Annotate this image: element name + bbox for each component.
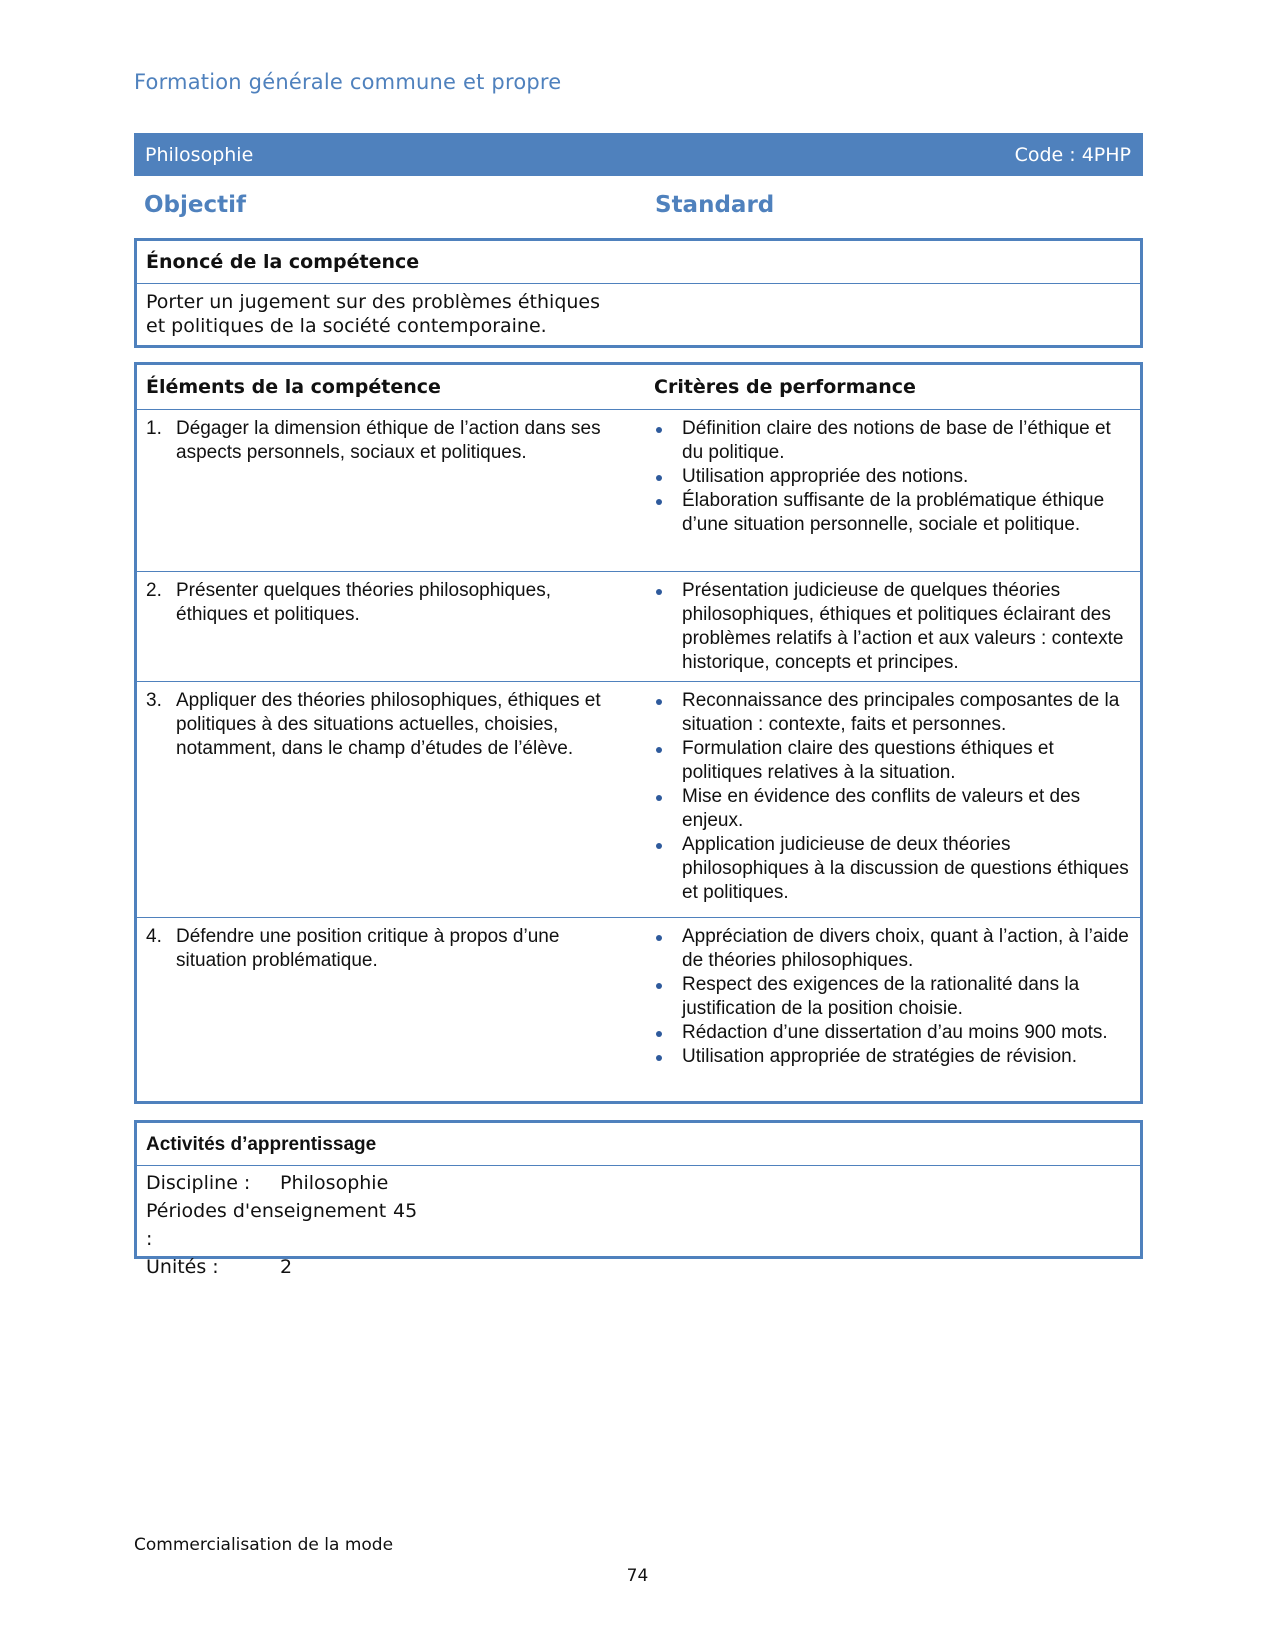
discipline-value: Philosophie xyxy=(280,1172,389,1194)
element-cell xyxy=(137,918,637,1101)
discipline-line xyxy=(146,1169,1131,1197)
criterion-item: Formulation claire des questions éthiques et politiques relatives à la situation. xyxy=(637,737,1132,785)
page-section-title: Formation générale commune et propre xyxy=(134,70,562,94)
bullet-icon xyxy=(637,737,682,785)
element-number: 4. xyxy=(146,926,162,947)
bullet-icon xyxy=(637,417,682,465)
unites-label: Unités : xyxy=(146,1256,219,1278)
criterion-item: Rédaction d’une dissertation d’au moins 900 mots. xyxy=(637,1021,1132,1045)
element-number: 3. xyxy=(146,690,162,711)
elements-table-header xyxy=(137,365,1140,410)
course-title-bar xyxy=(134,133,1143,176)
criterion-item: Définition claire des notions de base de l’éthique et du politique. xyxy=(637,417,1132,465)
criterion-item: Appréciation de divers choix, quant à l’action, à l’aide de théories philosophiques. xyxy=(637,925,1132,973)
table-row xyxy=(137,572,1140,682)
element-text: Appliquer des théories philosophiques, éthiques et politiques à des situations actuelles, choisies, notamment, dans le champ d’études de l’élève. xyxy=(176,690,601,759)
table-row xyxy=(137,410,1140,572)
unites-value: 2 xyxy=(280,1256,293,1278)
activites-box xyxy=(134,1120,1143,1278)
criterion-item: Respect des exigences de la rationalité dans la justification de la position choisie. xyxy=(637,973,1132,1021)
discipline-label: Discipline : xyxy=(146,1172,251,1194)
element-number: 2. xyxy=(146,580,162,601)
periodes-label: Périodes d'enseignement : xyxy=(146,1200,387,1250)
elements-column-header: Éléments de la compétence xyxy=(146,376,441,398)
criterion-item: Utilisation appropriée des notions. xyxy=(637,465,1132,489)
element-cell xyxy=(137,410,637,571)
enonce-heading: Énoncé de la compétence xyxy=(137,241,1140,284)
footer-program-name: Commercialisation de la mode xyxy=(134,1535,394,1555)
bullet-icon xyxy=(637,833,682,905)
bullet-icon xyxy=(637,925,682,973)
element-text: Présenter quelques théories philosophiques, éthiques et politiques. xyxy=(176,580,551,625)
bullet-icon xyxy=(637,1021,682,1045)
criterion-item: Élaboration suffisante de la problématique éthique d’une situation personnelle, sociale et politique. xyxy=(637,489,1132,537)
activites-heading: Activités d’apprentissage xyxy=(137,1123,1140,1166)
course-code: Code : 4PHP xyxy=(1014,143,1131,166)
periodes-line xyxy=(146,1197,1131,1253)
course-subject: Philosophie xyxy=(145,143,254,166)
enonce-box xyxy=(134,238,1143,348)
elements-table xyxy=(134,362,1143,1104)
criteria-column-header: Critères de performance xyxy=(654,376,916,398)
element-cell xyxy=(137,572,637,681)
element-number: 1. xyxy=(146,418,162,439)
criterion-item: Application judicieuse de deux théories philosophiques à la discussion de questions éthiques et politiques. xyxy=(637,833,1132,905)
enonce-text: Porter un jugement sur des problèmes éthiques et politiques de la société contemporaine. xyxy=(146,291,601,337)
unites-line xyxy=(146,1253,1131,1281)
element-text: Dégager la dimension éthique de l’action dans ses aspects personnels, sociaux et politiques. xyxy=(176,418,601,463)
periodes-value: 45 xyxy=(393,1200,418,1222)
criterion-item: Reconnaissance des principales composantes de la situation : contexte, faits et personnes. xyxy=(637,689,1132,737)
element-cell xyxy=(137,682,637,917)
element-text: Défendre une position critique à propos d’une situation problématique. xyxy=(176,926,560,971)
criteria-cell xyxy=(637,682,1140,917)
table-row xyxy=(137,918,1140,1101)
activites-details xyxy=(137,1166,1140,1287)
bullet-icon xyxy=(637,785,682,833)
criterion-item: Mise en évidence des conflits de valeurs et des enjeux. xyxy=(637,785,1132,833)
table-row xyxy=(137,682,1140,918)
criterion-item: Présentation judicieuse de quelques théories philosophiques, éthiques et politiques éclairant des problèmes relatifs à l’action et aux valeurs : contexte historique, concepts et principes. xyxy=(637,579,1132,675)
bullet-icon xyxy=(637,973,682,1021)
criteria-cell xyxy=(637,410,1140,571)
criteria-cell xyxy=(637,572,1140,681)
criterion-item: Utilisation appropriée de stratégies de révision. xyxy=(637,1045,1132,1069)
objectif-heading: Objectif xyxy=(144,192,247,218)
bullet-icon xyxy=(637,689,682,737)
page-number: 74 xyxy=(626,1566,649,1586)
bullet-icon xyxy=(637,465,682,489)
criteria-cell xyxy=(637,918,1140,1101)
objective-standard-row xyxy=(134,188,1143,224)
standard-heading: Standard xyxy=(655,192,775,218)
bullet-icon xyxy=(637,1045,682,1069)
bullet-icon xyxy=(637,579,682,675)
bullet-icon xyxy=(637,489,682,537)
